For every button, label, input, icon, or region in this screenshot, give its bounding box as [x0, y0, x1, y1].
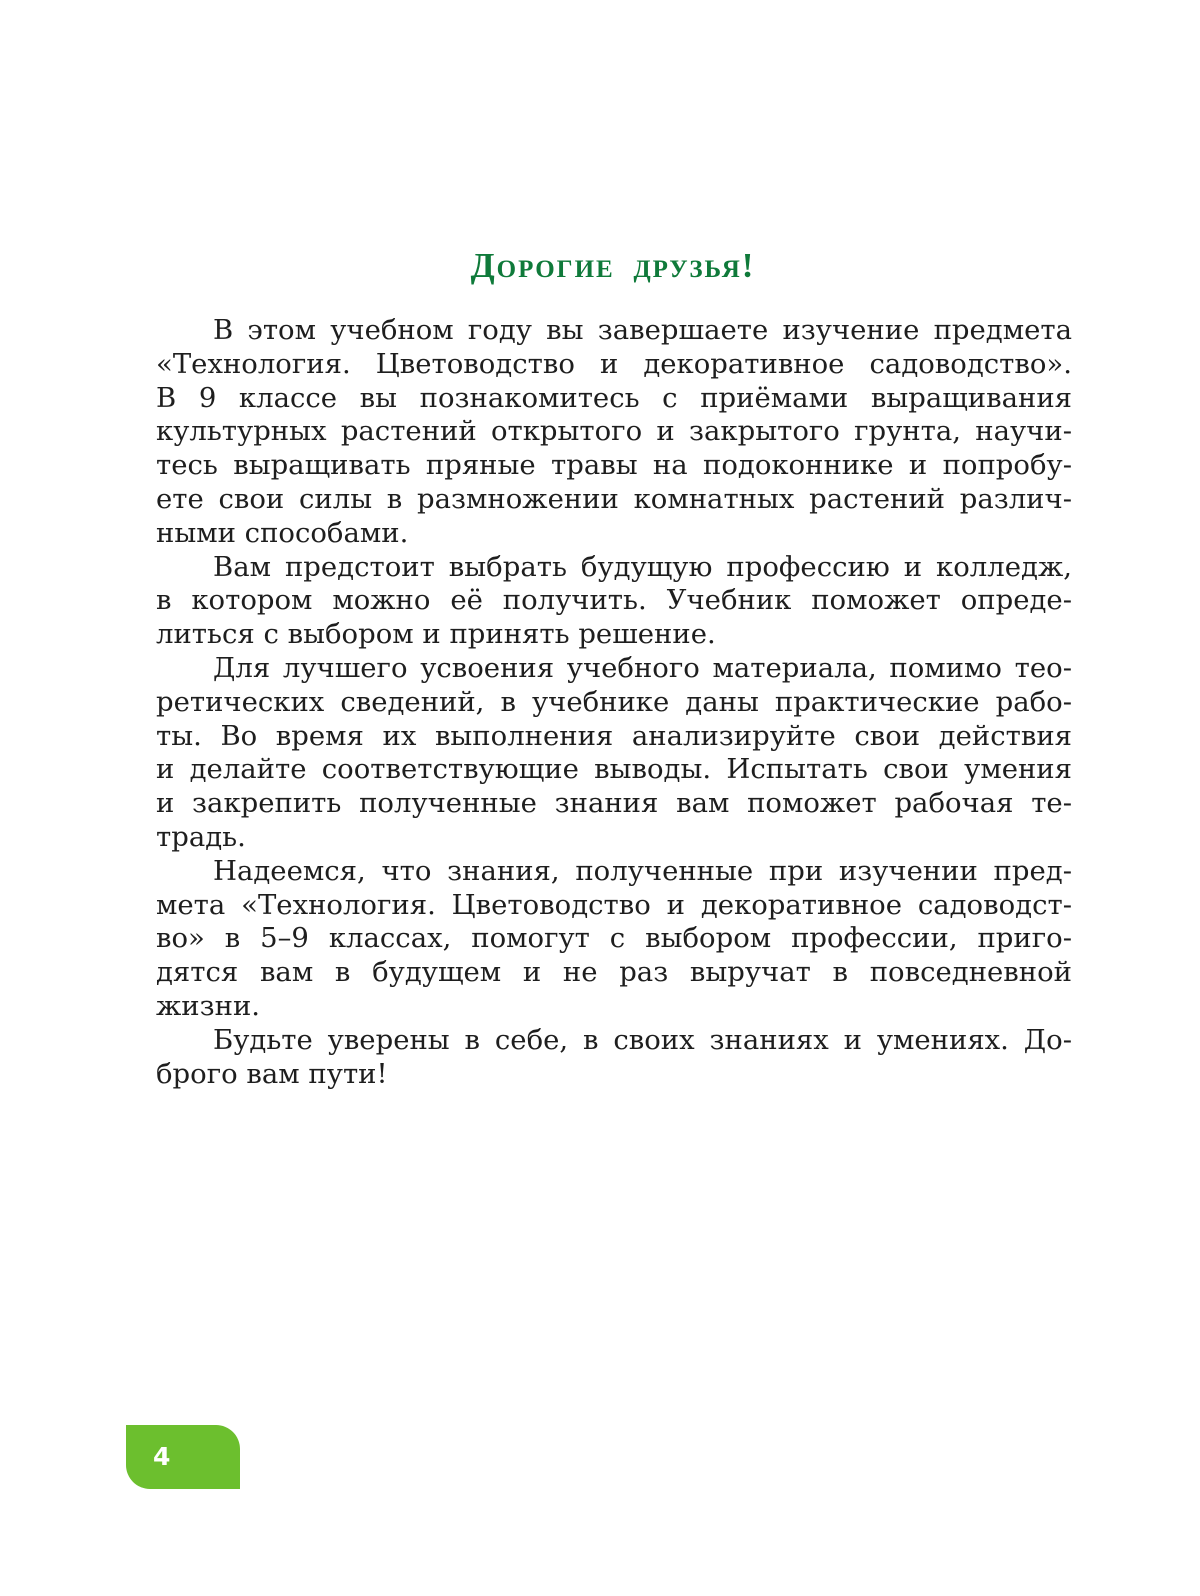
paragraph-2: [156, 551, 1072, 652]
body-text: [156, 314, 1072, 1091]
text-line: традь.: [156, 820, 246, 853]
text-line: во» в 5–9 классах, помогут с выбором профессии, приго-: [156, 922, 1072, 955]
text-line: и закрепить полученные знания вам поможет рабочая те-: [156, 787, 1072, 820]
text-line: В 9 классе вы познакомитесь с приёмами выращивания: [156, 381, 1072, 414]
text-line: брого вам пути!: [156, 1057, 388, 1090]
text-line: ете свои силы в размножении комнатных растений различ-: [156, 482, 1072, 515]
text-line: жизни.: [156, 989, 261, 1022]
text-line: мета «Технология. Цветоводство и декоративное садоводст-: [156, 888, 1072, 921]
text-line: ретических сведений, в учебнике даны практические рабо-: [156, 685, 1072, 718]
text-line: литься с выбором и принять решение.: [156, 618, 716, 651]
text-line: и делайте соответствующие выводы. Испытать свои умения: [156, 753, 1072, 786]
text-line: дятся вам в будущем и не раз выручат в повседневной: [156, 956, 1072, 989]
text-line: Будьте уверены в себе, в своих знаниях и умениях. До-: [213, 1023, 1072, 1056]
page-heading: Дорогие друзья!: [470, 246, 756, 285]
text-line: Для лучшего усвоения учебного материала, помимо тео-: [213, 651, 1072, 684]
text-line: ными способами.: [156, 516, 409, 549]
paragraph-5: [156, 1024, 1072, 1092]
text-line: Надеемся, что знания, полученные при изучении пред-: [213, 854, 1072, 887]
text-line: культурных растений открытого и закрытого грунта, научи-: [156, 415, 1072, 448]
text-line: «Технология. Цветоводство и декоративное садоводство».: [156, 347, 1072, 380]
text-line: ты. Во время их выполнения анализируйте свои действия: [156, 719, 1072, 752]
paragraph-3: [156, 652, 1072, 855]
text-line: тесь выращивать пряные травы на подоконнике и попробу-: [156, 449, 1072, 482]
text-line: Вам предстоит выбрать будущую профессию и колледж,: [213, 550, 1072, 583]
page-number: 4: [153, 1442, 171, 1471]
text-line: В этом учебном году вы завершаете изучение предмета: [213, 314, 1072, 346]
paragraph-1: [156, 314, 1072, 551]
paragraph-4: [156, 855, 1072, 1024]
page-number-tab: [126, 1425, 240, 1489]
text-line: в котором можно её получить. Учебник поможет опреде-: [156, 584, 1072, 617]
